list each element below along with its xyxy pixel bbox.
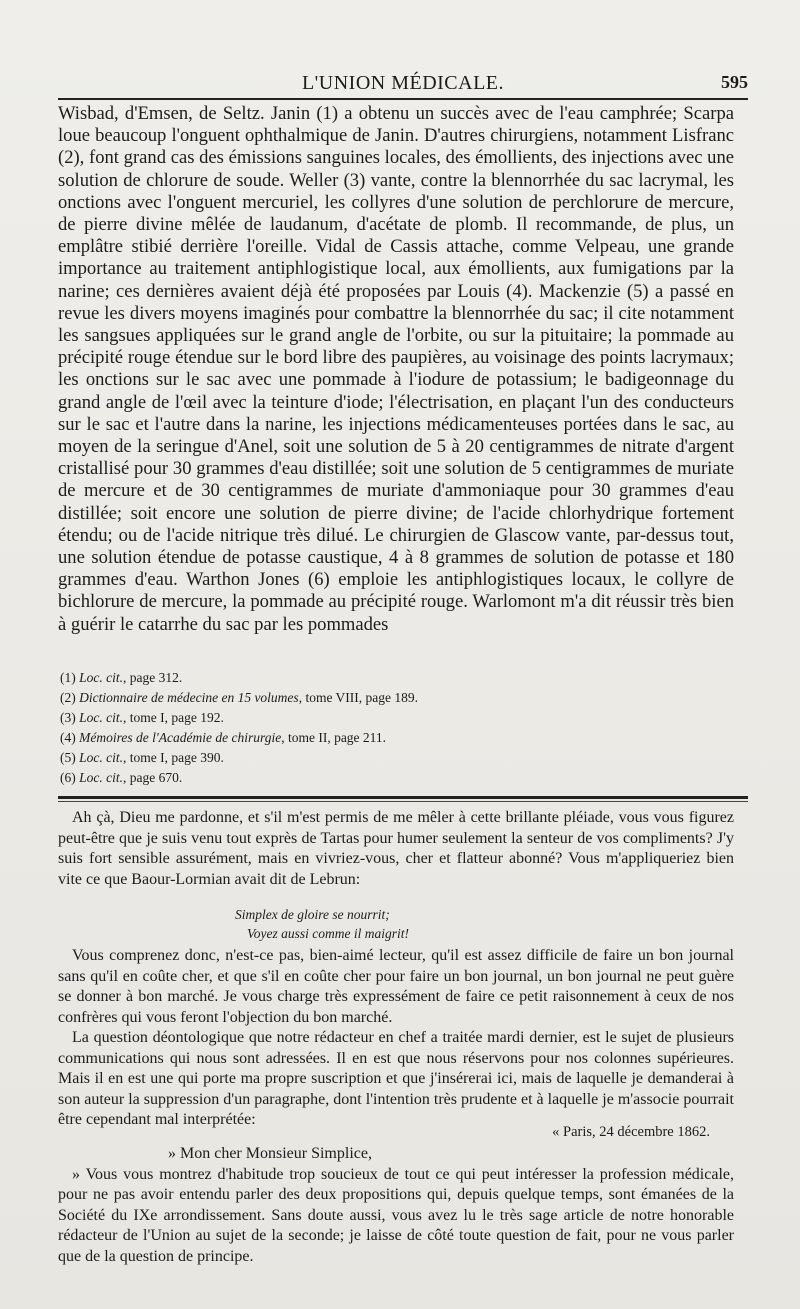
feuilleton-paragraph-2: Vous comprenez donc, n'est-ce pas, bien-aimé lecteur, qu'il est assez difficile de faire un bon journal sans qu'il en coûte cher, et que s'il en coûte cher pour faire un bon journal, un bon journal ne peut guère se donner à bon marché. Je vous charge très expressément de faire ce petit raisonnement à ceux de nos confrères qui vous feront l'objection du bon marché. (58, 947, 734, 1026)
footnote-6: (6) Loc. cit., page 670. (60, 770, 183, 785)
footnote-3: (3) Loc. cit., tome I, page 192. (60, 710, 224, 725)
main-text-section (58, 103, 734, 636)
footnote-2: (2) Dictionnaire de médecine en 15 volumes, tome VIII, page 189. (60, 690, 419, 705)
letter-dateline: « Paris, 24 décembre 1862. (552, 1124, 710, 1140)
page-number: 595 (721, 72, 748, 92)
feuilleton-paragraph-3: La question déontologique que notre rédacteur en chef a traitée mardi dernier, est le sujet de plusieurs communications qui nous sont adressées. Il en est que nous réservons pour nos colonnes supérieures. Mais il en est une qui porte ma propre suscription et que j'insérerai ici, mais de laquelle je demanderai à son auteur la suppression d'un paragraphe, dont l'intention très prudente et à laquelle je m'associe pourrait être cependant mal interprétée: (58, 1029, 734, 1128)
letter-paragraph: » Vous vous montrez d'habitude trop soucieux de tout ce qui peut intéresser la profession médicale, pour ne pas avoir entendu parler des deux propositions qui, depuis quelque temps, sont émanées de la Société du IXe arrondissement. Sans doute aussi, vous avez lu le très sage article de notre honorable rédacteur de l'Union au sujet de la seconde; je laisse de côté toute question de fait, pour ne vous parler que de la question de principe. (58, 1165, 734, 1265)
feuilleton-intro (58, 808, 734, 890)
page-header (58, 72, 748, 98)
letter-salutation: » Mon cher Monsieur Simplice, (168, 1145, 372, 1162)
footnotes (60, 668, 736, 788)
verse-line-1: Simplex de gloire se nourrit; (235, 907, 390, 922)
section-divider-thin (58, 801, 748, 802)
feuilleton-body (58, 946, 734, 1131)
feuilleton-paragraph-1: Ah çà, Dieu me pardonne, et s'il m'est permis de me mêler à cette brillante pléiade, vous vous figurez peut-être que je suis venu tout exprès de Tartas pour humer seulement la senteur de vos compliments? J'y suis fort sensible assurément, mais en vivriez-vous, cher et flatteur abonné? Vous m'appliqueriez bien vite ce que Baour-Lormian avait dit de Lebrun: (58, 809, 734, 888)
letter-body (58, 1144, 734, 1267)
footnote-5: (5) Loc. cit., tome I, page 390. (60, 750, 224, 765)
main-paragraph: Wisbad, d'Emsen, de Seltz. Janin (1) a obtenu un succès avec de l'eau camphrée; Scarpa loue beaucoup l'onguent ophthalmique de Janin. D'autres chirurgiens, notamment Lisfranc (2), font grand cas des émissions sanguines locales, des émollients, des injections avec une solution de chlorure de soude. Weller (3) vante, contre la blennorrhée du sac lacrymal, les onctions avec l'onguent mercuriel, les collyres d'une solution de perchlorure de mercure, de pierre divine mêlée de laudanum, d'acétate de plomb. Il recommande, de plus, un emplâtre stibié derrière l'oreille. Vidal de Cassis attache, comme Velpeau, une grande importance au traitement antiphlogistique local, aux émollients, aux fumigations par la narine; ces dernières avaient déjà été proposées par Louis (4). Mackenzie (5) a passé en revue les divers moyens imaginés pour combattre la blennorrhée du sac; il cite notamment les sangsues appliquées sur le grand angle de l'orbite, ou sur la pituitaire; la pommade au précipité rouge étendue sur le bord libre des paupières, au voisinage des points lacrymaux; les onctions sur le sac avec une pommade à l'iodure de potassium; le badigeonnage du grand angle de l'œil avec la teinture d'iode; l'électrisation, en plaçant l'un des conducteurs sur le sac et l'autre dans la narine, les injections médicamenteuses portées dans le sac, au moyen de la seringue d'Anel, soit une solution de 5 à 20 centigrammes de nitrate d'argent cristallisé pour 30 grammes d'eau distillée; soit une solution de 5 centigrammes de muriate de mercure et de 30 centigrammes de muriate d'ammoniaque pour 30 grammes d'eau distillée; soit encore une solution de pierre divine; de l'acide chlorhydrique fortement étendu; ou de l'acide nitrique très dilué. Le chirurgien de Glascow vante, par-dessus tout, une solution étendue de potasse caustique, 4 à 8 grammes de solution de potasse et 180 grammes d'eau. Warthon Jones (6) emploie les antiphlogistiques locaux, le collyre de bichlorure de mercure, la pommade au précipité rouge. Warlomont m'a dit réussir très bien à guérir le catarrhe du sac par les pommades (58, 103, 734, 635)
verse-quote (235, 905, 409, 943)
footnote-4: (4) Mémoires de l'Académie de chirurgie, tome II, page 211. (60, 730, 387, 745)
section-divider (58, 796, 748, 799)
footnote-1: (1) Loc. cit., page 312. (60, 670, 183, 685)
verse-line-2: Voyez aussi comme il maigrit! (247, 926, 409, 941)
journal-title: L'UNION MÉDICALE. (301, 72, 505, 94)
header-rule (58, 98, 748, 100)
